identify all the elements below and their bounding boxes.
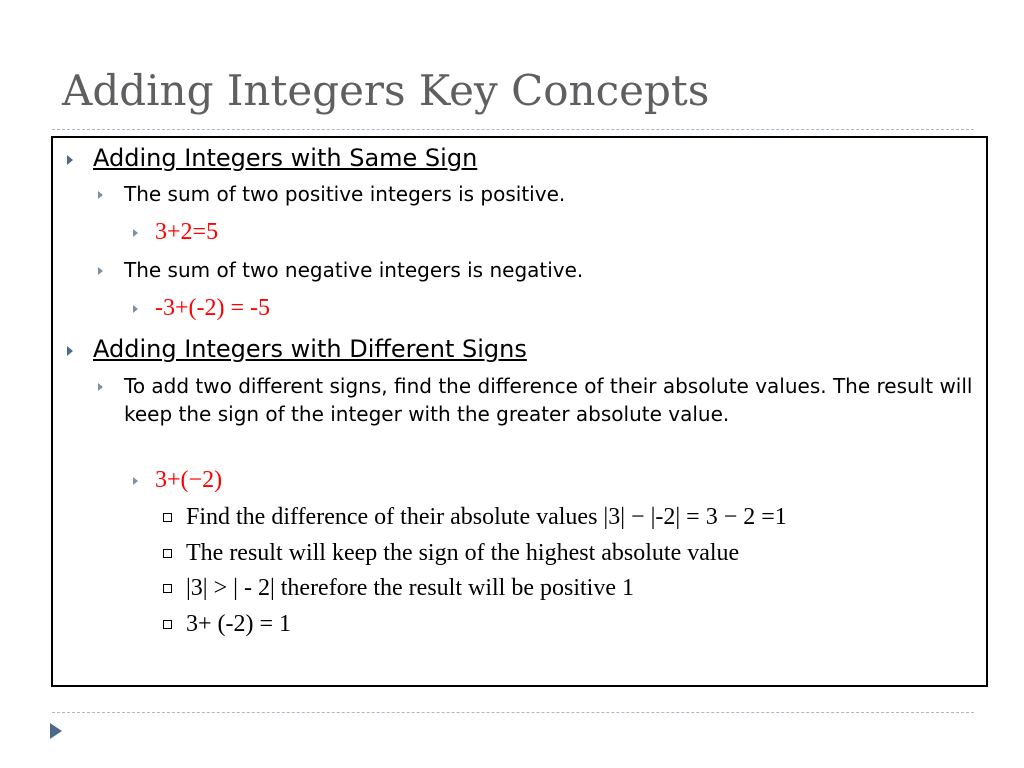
- step-result: 3+ (-2) = 1: [186, 611, 292, 637]
- heading-different-signs: Adding Integers with Different Signs: [93, 335, 527, 363]
- checkbox-icon: [163, 513, 172, 522]
- rule-positive: The sum of two positive integers is positive.: [124, 182, 566, 206]
- step-compare: |3| > | - 2| therefore the result will be positive 1: [186, 575, 634, 601]
- step-keep-sign: The result will keep the sign of the highest absolute value: [186, 540, 740, 566]
- play-icon[interactable]: [50, 723, 62, 739]
- example-negative: -3+(-2) = -5: [155, 295, 271, 321]
- bullet-arrow-icon: [133, 477, 138, 485]
- checkbox-icon: [163, 549, 172, 558]
- bullet-arrow-icon: [67, 346, 73, 356]
- example-different-signs: 3+(−2): [155, 467, 223, 493]
- heading-same-sign: Adding Integers with Same Sign: [93, 144, 478, 172]
- bullet-arrow-icon: [133, 305, 138, 313]
- slide-title: Adding Integers Key Concepts: [62, 66, 710, 115]
- bullet-arrow-icon: [98, 191, 103, 199]
- bullet-arrow-icon: [133, 229, 138, 237]
- bullet-arrow-icon: [98, 383, 103, 391]
- checkbox-icon: [163, 620, 172, 629]
- step-difference: Find the difference of their absolute values |3| − |-2| = 3 − 2 =1: [186, 504, 787, 530]
- content-box: [51, 136, 988, 687]
- bullet-arrow-icon: [67, 155, 73, 165]
- example-positive: 3+2=5: [155, 219, 219, 245]
- rule-negative: The sum of two negative integers is negative.: [124, 258, 584, 282]
- title-divider: [52, 129, 974, 130]
- footer-divider: [52, 712, 974, 713]
- rule-different-signs: To add two different signs, find the difference of their absolute values. The result will keep the sign of the integer with the greater absolute value.: [124, 374, 973, 426]
- checkbox-icon: [163, 584, 172, 593]
- bullet-arrow-icon: [98, 267, 103, 275]
